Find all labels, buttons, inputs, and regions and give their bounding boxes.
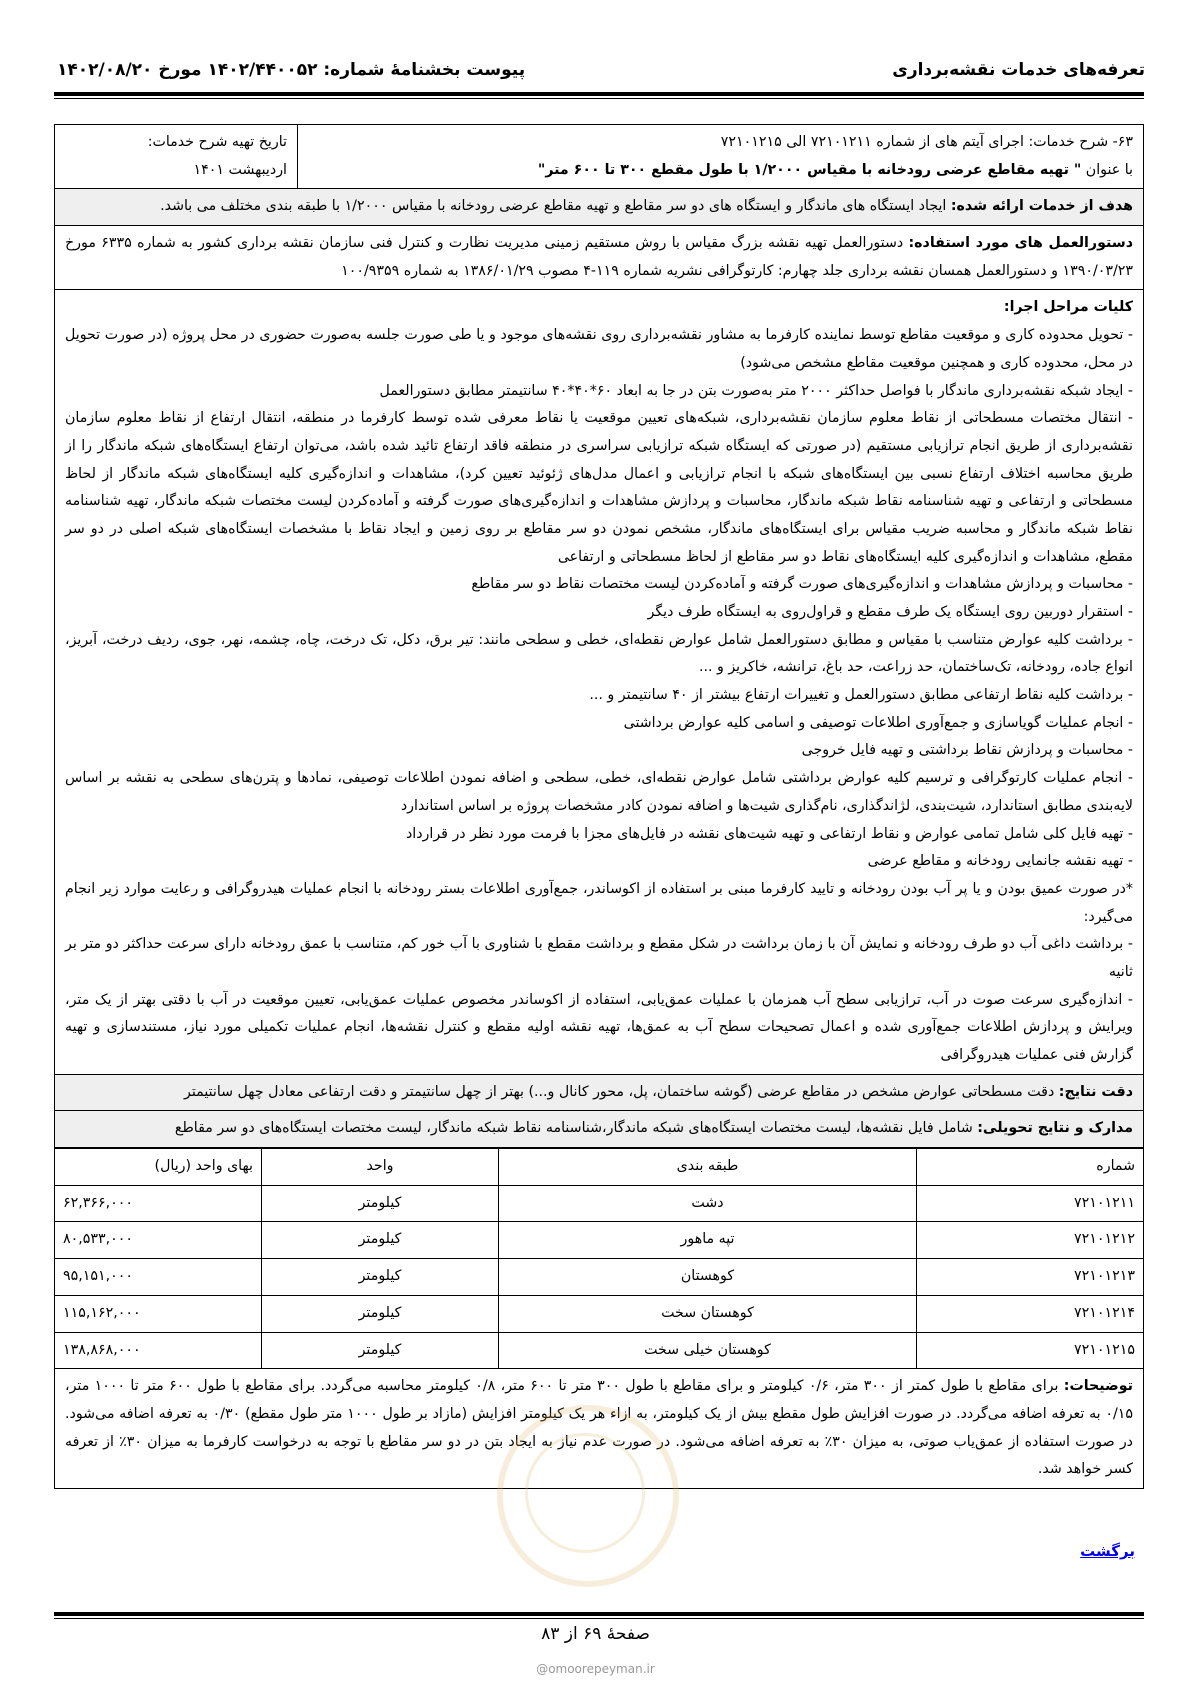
header-code: شماره bbox=[917, 1149, 1144, 1186]
accuracy-section bbox=[54, 1075, 1144, 1112]
service-title: " تهیه مقاطع عرضی رودخانه با مقیاس ۱/۲۰۰۰ با طول مقطع ۳۰۰ تا ۶۰۰ متر" bbox=[537, 161, 1082, 178]
item-classification: تپه ماهور bbox=[499, 1222, 917, 1259]
item-price: ۹۵,۱۵۱,۰۰۰ bbox=[55, 1259, 262, 1296]
header-unit: واحد bbox=[262, 1149, 499, 1186]
goal-label: هدف از خدمات ارائه شده: bbox=[950, 198, 1133, 215]
goal-section bbox=[54, 189, 1144, 226]
table-row bbox=[55, 1185, 1144, 1222]
service-header-row bbox=[54, 124, 1144, 189]
steps-section bbox=[54, 290, 1144, 1074]
service-description bbox=[297, 125, 1143, 188]
item-code: ۷۲۱۰۱۲۱۱ bbox=[917, 1185, 1144, 1222]
steps-title: کلیات مراحل اجرا: bbox=[1003, 299, 1133, 316]
item-unit: کیلومتر bbox=[262, 1259, 499, 1296]
header-rule-thin bbox=[54, 98, 1144, 99]
step-item: - تهیه نقشه جانمایی رودخانه و مقاطع عرضی bbox=[867, 853, 1133, 870]
page-number: صفحهٔ ۶۹ از ۸۳ bbox=[541, 1624, 650, 1644]
service-date-label: تاریخ تهیه شرح خدمات: bbox=[147, 134, 287, 150]
step-item: - برداشت کلیه نقاط ارتفاعی مطابق دستورالعمل و تغییرات ارتفاع بیشتر از ۴۰ سانتیمتر و ... bbox=[589, 687, 1133, 704]
back-link[interactable]: برگشت bbox=[1080, 1542, 1135, 1560]
step-item: - برداشت کلیه عوارض متناسب با مقیاس و مطابق دستورالعمل شامل عوارض نقطه‌ای، خطی و سطحی مانند: تیر برق، دکل، تک درخت، چاه، چشمه، نهر، جوی، ردیف درخت، آبریز، انواع جاده، رودخانه، تک‌ساختمان، حد زراعت، حد باغ، ترانشه، خاکریز و ... bbox=[65, 631, 1133, 676]
table-header-row bbox=[55, 1149, 1144, 1186]
item-classification: دشت bbox=[499, 1185, 917, 1222]
notes-text: برای مقاطع با طول کمتر از ۳۰۰ متر، ۰/۶ کیلومتر و برای مقاطع با طول ۳۰۰ متر تا ۶۰۰ متر، ۰/۸ کیلومتر محاسبه می‌گردد. برای مقاطع با طول ۶۰۰ متر تا ۱۰۰۰ متر، ۰/۱۵ به تعرفه اضافه می‌گردد. در صورت افزایش طول مقطع بیش از یک کیلومتر، به ازاء هر یک کیلومتر افزایش (مازاد بر طول ۱۰۰۰ متر طول مقطع) ۰/۳۰ به تعرفه اضافه می‌شود. در صورت استفاده از عمق‌یاب صوتی، به میزان ۳۰٪ به تعرفه اضافه می‌شود. در صورت عدم نیاز به ایجاد بتن در دو سر مقاطع با توجه به درخواست کارفرما به میزان ۳۰٪ از تعرفه کسر خواهد شد. bbox=[65, 1378, 1133, 1478]
item-price: ۱۳۸,۸۶۸,۰۰۰ bbox=[55, 1332, 262, 1369]
footer-rule bbox=[54, 1612, 1144, 1616]
accuracy-text: دقت مسطحاتی عوارض مشخص در مقاطع عرضی (گوشه ساختمان، پل، محور کانال و...) بهتر از چهل سانتیمتر و دقت ارتفاعی معادل چهل سانتیمتر bbox=[184, 1083, 1059, 1100]
site-watermark-text: @omoorepeyman.ir bbox=[536, 1662, 655, 1676]
step-item: - انجام عملیات کارتوگرافی و ترسیم کلیه عوارض برداشتی شامل عوارض نقطه‌ای، خطی، سطحی و اضافه نمودن اطلاعات توصیفی، نمادها و پترن‌های سطحی به نقشه بر اساس لایه‌بندی مطابق استاندارد، شیت‌بندی، لژاندگذاری، نام‌گذاری شیت‌ها و اضافه نمودن کادر مشخصات پروژه بر اساس استاندارد bbox=[65, 770, 1133, 814]
step-item: - محاسبات و پردازش نقاط برداشتی و تهیه فایل خروجی bbox=[801, 742, 1133, 759]
watermark-seal bbox=[497, 1405, 679, 1587]
item-price: ۱۱۵,۱۶۲,۰۰۰ bbox=[55, 1295, 262, 1332]
footer-rule-thin bbox=[54, 1618, 1144, 1619]
instructions-text: دستورالعمل تهیه نقشه بزرگ مقیاس با روش مستقیم زمینی مدیریت نظارت و کنترل فنی سازمان نقشه برداری کشور به شماره ۶۳۳۵ مورخ ۱۳۹۰/۰۳/۲۳ و دستورالعمل همسان نقشه برداری جلد چهارم: کارتوگرافی نشریه شماره ۱۱۹-۴ مصوب ۱۳۸۶/۰۱/۲۹ به شماره ۱۰۰/۹۳۵۹ bbox=[65, 235, 1133, 279]
service-item-range: ۶۳- شرح خدمات: اجرای آیتم های از شماره ۷۲۱۰۱۲۱۱ الی ۷۲۱۰۱۲۱۵ bbox=[720, 134, 1133, 150]
step-item: - ایجاد شبکه نقشه‌برداری ماندگار با فواصل حداکثر ۲۰۰۰ متر به‌صورت بتن در جا به ابعاد ۶۰*۴۰*۴۰ سانتیمتر مطابق دستورالعمل bbox=[379, 382, 1133, 399]
instructions-label: دستورالعمل های مورد استفاده: bbox=[908, 235, 1134, 252]
header-classification: طبقه بندی bbox=[499, 1149, 917, 1186]
step-item: - اندازه‌گیری سرعت صوت در آب، ترازیابی سطح آب همزمان با عملیات عمق‌یابی، استفاده از اکوساندر مخصوص عملیات عمق‌یابی، تعیین موقعیت در آب با دقتی بهتر از یک متر، ویرایش و پردازش اطلاعات جمع‌آوری شده و اعمال تصحیحات سطح آب به عمق‌ها، تهیه نقشه اولیه مقطع و کنترل نقشه‌ها، انجام عملیات تکمیلی مورد نیاز، مستندسازی و تهیه گزارش فنی عملیات هیدروگرافی bbox=[65, 991, 1133, 1063]
item-unit: کیلومتر bbox=[262, 1185, 499, 1222]
step-item: - محاسبات و پردازش مشاهدات و اندازه‌گیری‌های صورت گرفته و آماده‌کردن لیست مختصات نقاط دو سر مقاطع bbox=[471, 576, 1133, 593]
step-item: *در صورت عمیق بودن و یا پر آب بودن رودخانه و تایید کارفرما مبنی بر استفاده از اکوساندر، جمع‌آوری اطلاعات بستر رودخانه با انجام عملیات هیدروگرافی و رعایت موارد زیر انجام می‌گیرد: bbox=[65, 880, 1133, 925]
item-code: ۷۲۱۰۱۲۱۲ bbox=[917, 1222, 1144, 1259]
table-row bbox=[55, 1222, 1144, 1259]
deliverables-label: مدارک و نتایج تحویلی: bbox=[977, 1120, 1133, 1137]
attachment-reference: پیوست بخشنامهٔ شماره: ۱۴۰۲/۴۴۰۰۵۲ مورخ ۱۴۰۲/۰۸/۲۰ bbox=[57, 60, 526, 80]
step-item: - انجام عملیات گویاسازی و جمع‌آوری اطلاعات توصیفی و اسامی کلیه عوارض برداشتی bbox=[623, 714, 1133, 731]
service-title-line: با عنوان " تهیه مقاطع عرضی رودخانه با مقیاس ۱/۲۰۰۰ با طول مقطع ۳۰۰ تا ۶۰۰ متر" bbox=[537, 161, 1133, 178]
deliverables-section bbox=[54, 1111, 1144, 1148]
document-title: تعرفه‌های خدمات نقشه‌برداری bbox=[892, 60, 1145, 80]
item-unit: کیلومتر bbox=[262, 1295, 499, 1332]
table-row bbox=[55, 1295, 1144, 1332]
instructions-section bbox=[54, 226, 1144, 290]
item-price: ۸۰,۵۳۳,۰۰۰ bbox=[55, 1222, 262, 1259]
accuracy-label: دقت نتایج: bbox=[1058, 1083, 1133, 1100]
item-price: ۶۲,۳۶۶,۰۰۰ bbox=[55, 1185, 262, 1222]
notes-label: توضیحات: bbox=[1063, 1378, 1133, 1395]
item-unit: کیلومتر bbox=[262, 1332, 499, 1369]
item-classification: کوهستان خیلی سخت bbox=[499, 1332, 917, 1369]
step-item: - استقرار دوربین روی ایستگاه یک طرف مقطع و قراول‌روی به ایستگاه طرف دیگر bbox=[647, 604, 1133, 620]
header-rule bbox=[54, 92, 1144, 96]
item-code: ۷۲۱۰۱۲۱۴ bbox=[917, 1295, 1144, 1332]
service-document bbox=[54, 124, 1144, 1489]
header-unit-price: بهای واحد (ریال) bbox=[55, 1149, 262, 1186]
item-code: ۷۲۱۰۱۲۱۳ bbox=[917, 1259, 1144, 1296]
table-row bbox=[55, 1259, 1144, 1296]
item-classification: کوهستان bbox=[499, 1259, 917, 1296]
goal-text: ایجاد ایستگاه های ماندگار و ایستگاه های دو سر مقاطع و تهیه مقاطع عرضی رودخانه با مقیاس ۱/۲۰۰۰ با طبقه بندی مختلف می باشد. bbox=[160, 198, 951, 215]
step-item: - برداشت داغی آب دو طرف رودخانه و نمایش آن با زمان برداشت در شکل مقطع و برداشت مقطع با شناوری با آب خور کم، متناسب با عمق رودخانه دارای سرعت حداکثر دو متر بر ثانیه bbox=[65, 936, 1133, 980]
service-date-cell bbox=[55, 125, 297, 188]
service-date-value: اردیبهشت ۱۴۰۱ bbox=[193, 161, 287, 178]
price-table bbox=[54, 1148, 1144, 1369]
step-item: - تحویل محدوده کاری و موقعیت مقاطع توسط نماینده کارفرما به مشاور نقشه‌برداری روی نقشه‌های موجود و یا طی صورت جلسه به‌صورت حضوری در محل پروژه (در صورت تحویل در محل، محدوده کاری و همچنین موقعیت مقاطع مشخص می‌شود) bbox=[65, 327, 1133, 371]
table-row bbox=[55, 1332, 1144, 1369]
step-item: - تهیه فایل کلی شامل تمامی عوارض و نقاط ارتفاعی و تهیه شیت‌های نقشه در فایل‌های مجزا با فرمت مورد نظر در قرارداد bbox=[405, 825, 1133, 842]
step-item: - انتقال مختصات مسطحاتی از نقاط معلوم سازمان نقشه‌برداری، شبکه‌های تعیین موقعیت یا نقاط معرفی شده توسط کارفرما در منطقه، انتقال ارتفاع از نقاط معلوم سازمان نقشه‌برداری از طریق انجام ترازیابی مستقیم (در صورتی که ایستگاه شبکه ترازیابی سراسری در منطقه فاقد ارتفاع تائید شده باشد، می‌توان ارتفاع ایستگاه‌های شبکه ماندگار را از طریق محاسبه اختلاف ارتفاع نسبی بین ایستگاه‌های شبکه با انجام ترازیابی و اعمال مدل‌های ژئوئید تعیین کرد)، مشاهدات و اندازه‌گیری کلیه ایستگاه‌های شبکه ماندگار از لحاظ مسطحاتی و ارتفاعی و تهیه شناسنامه نقاط شبکه ماندگار، محاسبات و پردازش مشاهدات و اندازه‌گیری‌های صورت گرفته و آماده‌کردن لیست مختصات شبکه ماندگار، تهیه شناسنامه نقاط شبکه ماندگار و محاسبه ضریب مقیاس برای ایستگاه‌های ماندگار، مشخص نمودن دو سر مقاطع بر روی زمین و ایجاد نقاط با مشخصات ایستگاه‌های شبکه اصلی در دو سر مقطع، مشاهدات و اندازه‌گیری کلیه ایستگاه‌های نقاط دو سر مقاطع از لحاظ مسطحاتی و ارتفاعی bbox=[65, 410, 1133, 565]
item-code: ۷۲۱۰۱۲۱۵ bbox=[917, 1332, 1144, 1369]
item-unit: کیلومتر bbox=[262, 1222, 499, 1259]
deliverables-text: شامل فایل نقشه‌ها، لیست مختصات ایستگاه‌های شبکه ماندگار،شناسنامه نقاط شبکه ماندگار، لیست مختصات ایستگاه‌های دو سر مقاطع bbox=[174, 1120, 978, 1137]
page-header bbox=[57, 56, 1145, 84]
item-classification: کوهستان سخت bbox=[499, 1295, 917, 1332]
